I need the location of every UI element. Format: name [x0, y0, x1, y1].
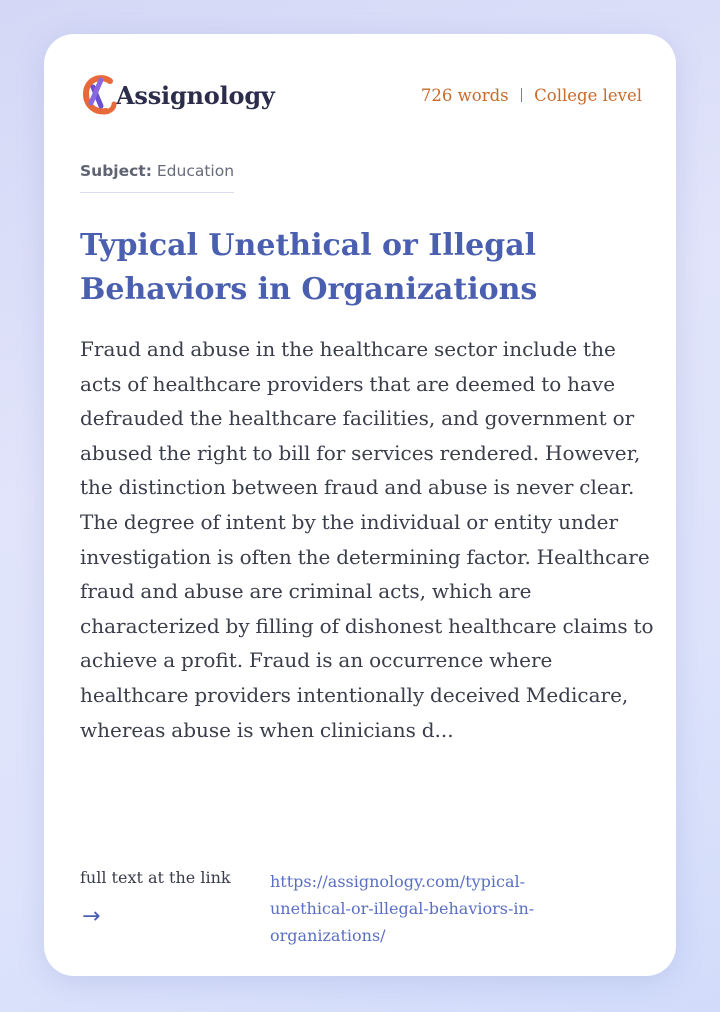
brand-logo[interactable] — [80, 72, 275, 118]
essay-meta — [421, 86, 642, 105]
arrow-right-icon[interactable]: → — [82, 904, 101, 929]
word-count: 726 words — [420, 85, 509, 105]
essay-title: Typical Unethical or Illegal Behaviors in Organizations — [80, 228, 538, 307]
essay-card — [44, 34, 676, 976]
assignology-logo-icon — [80, 72, 124, 118]
card-header — [80, 72, 642, 118]
essay-excerpt: Fraud and abuse in the healthcare sector include the acts of healthcare providers that are deemed to have defrauded the healthcare facilities, and government or abused the right to bill for services rendered. However, the distinction between fraud and abuse is never clear. The degree of intent by the individual or entity under investigation is often the determining factor. Healthcare fraud and abuse are criminal acts, which are characterized by filling of dishonest healthcare claims to achieve a profit. Fraud is an occurrence where healthcare providers intentionally deceived Medicare, whereas abuse is when clinicians d... — [80, 337, 654, 742]
academic-level: College level — [534, 85, 642, 105]
meta-divider — [521, 88, 523, 102]
full-text-label: full text at the link — [80, 868, 231, 887]
full-text-link[interactable]: https://assignology.com/typical-unethical-or-illegal-behaviors-in-organizations/ — [270, 872, 535, 945]
subject-value: Education — [156, 162, 235, 180]
subject-line — [80, 162, 234, 193]
subject-label: Subject: — [80, 162, 152, 180]
brand-name: Assignology — [116, 80, 275, 110]
